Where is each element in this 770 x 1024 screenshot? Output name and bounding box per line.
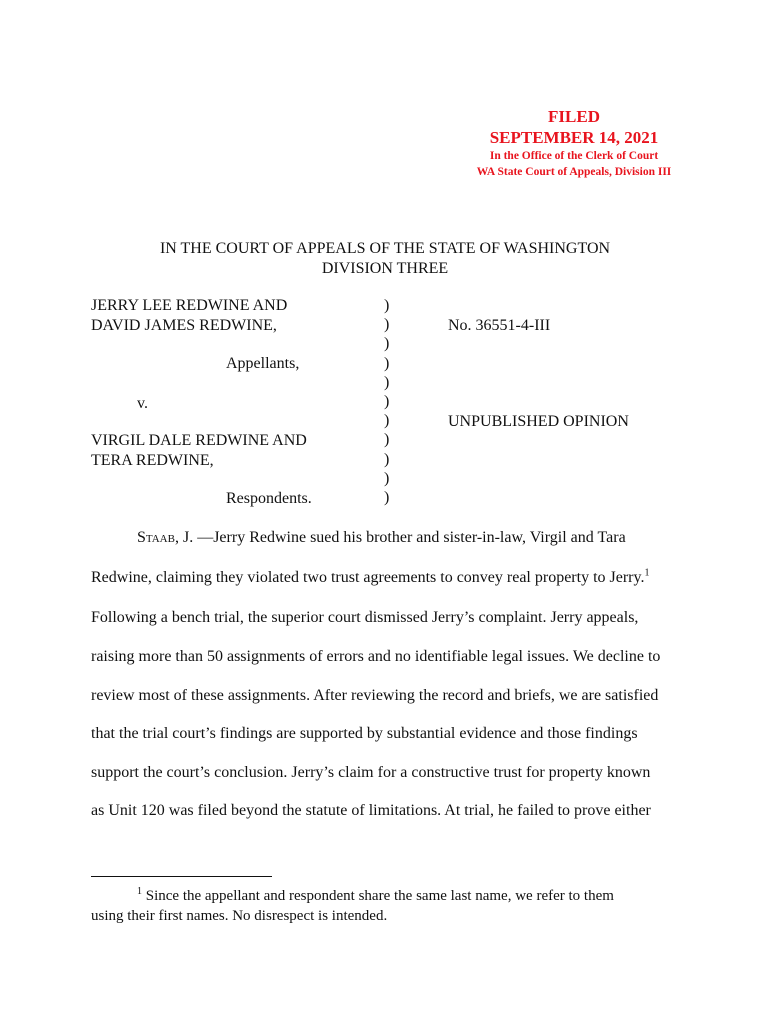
author-name: Staab (137, 529, 175, 546)
author-suffix: , J. — (174, 529, 214, 546)
caption-paren: ) (384, 335, 390, 353)
opinion-text: Redwine, claiming they violated two trust agreements to convey real property to Jerry. (91, 569, 645, 586)
respondents-label: Respondents. (226, 490, 312, 507)
appellant-name-2: DAVID JAMES REDWINE, (91, 317, 277, 334)
caption-paren: ) (384, 316, 390, 334)
appellants-label: Appellants, (226, 355, 300, 372)
stamp-date: SEPTEMBER 14, 2021 (489, 128, 659, 147)
opinion-line-1 (137, 528, 747, 548)
appellant-name-1: JERRY LEE REDWINE AND (91, 297, 288, 314)
case-number: No. 36551-4-III (448, 317, 551, 334)
court-name: IN THE COURT OF APPEALS OF THE STATE OF WASHINGTON (159, 240, 611, 257)
caption-paren: ) (384, 412, 390, 430)
filing-stamp (440, 106, 708, 180)
stamp-court: WA State Court of Appeals, Division III (476, 166, 672, 178)
stamp-filed: FILED (548, 107, 600, 126)
opinion-line-8: as Unit 120 was filed beyond the statute of limitations. At trial, he failed to prove either (91, 802, 651, 819)
opinion-line-4: raising more than 50 assignments of errors and no identifiable legal issues. We decline to (91, 648, 661, 665)
opinion-text: Jerry Redwine sued his brother and sister-in-law, Virgil and Tara (213, 529, 626, 546)
opinion-line-3: Following a bench trial, the superior court dismissed Jerry’s complaint. Jerry appeals, (91, 609, 639, 626)
caption-paren: ) (384, 450, 390, 468)
caption-paren: ) (384, 489, 390, 507)
footnote-line-1 (137, 886, 757, 906)
opinion-line-5: review most of these assignments. After reviewing the record and briefs, we are satisfied (91, 687, 659, 704)
versus-label: v. (137, 395, 148, 412)
footnote-line-2: using their first names. No disrespect is intended. (91, 908, 388, 924)
footnote-marker: 1 (137, 886, 142, 897)
opinion-line-6: that the trial court’s findings are supported by substantial evidence and those findings (91, 725, 638, 742)
stamp-office: In the Office of the Clerk of Court (489, 150, 659, 162)
opinion-line-2 (91, 568, 701, 588)
caption-paren: ) (384, 354, 390, 372)
opinion-line-7: support the court’s conclusion. Jerry’s claim for a constructive trust for property known (91, 764, 651, 781)
respondent-name-1: VIRGIL DALE REDWINE AND (91, 432, 307, 449)
footnote-ref[interactable]: 1 (644, 567, 650, 579)
caption-paren: ) (384, 431, 390, 449)
caption-paren: ) (384, 469, 390, 487)
footnote-text: Since the appellant and respondent share the same last name, we refer to them (142, 888, 614, 904)
opinion-type: UNPUBLISHED OPINION (448, 413, 629, 430)
caption-parentheses (384, 296, 389, 507)
court-division: DIVISION THREE (321, 260, 449, 277)
caption-paren: ) (384, 297, 390, 314)
court-header (0, 239, 770, 279)
caption-paren: ) (384, 373, 390, 391)
respondent-name-2: TERA REDWINE, (91, 452, 214, 469)
footnote-divider (91, 876, 272, 877)
caption-paren: ) (384, 393, 390, 411)
